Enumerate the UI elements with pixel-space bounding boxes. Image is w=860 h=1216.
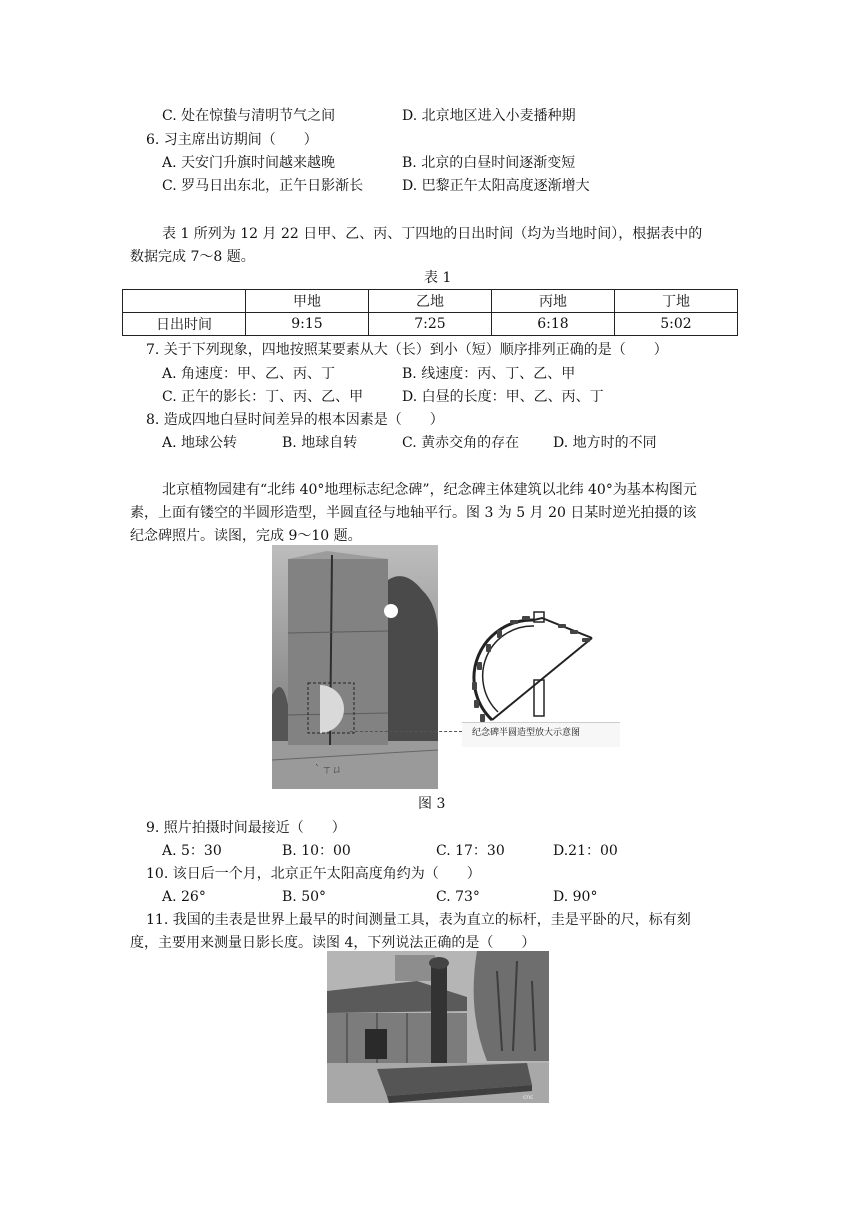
table1-cell-jia: 9:15: [246, 313, 369, 336]
q9-option-d: D.21：00: [553, 843, 618, 859]
q5-option-d: D. 北京地区进入小麦播种期: [402, 108, 576, 124]
table1: [122, 289, 738, 336]
q9-option-a: A. 5：30: [162, 843, 222, 859]
intro2-line1: 北京植物园建有“北纬 40°地理标志纪念碑”，纪念碑主体建筑以北纬 40°为基本构图元: [162, 482, 697, 498]
inset-caption: 纪念碑半圆造型放大示意图: [472, 728, 581, 738]
figure3-caption: 图 3: [418, 796, 446, 812]
q11-line2: 度，主要用来测量日影长度。读图 4，下列说法正确的是（ ）: [130, 935, 536, 951]
gnomon-photo: [327, 951, 549, 1103]
table1-title: 表 1: [424, 270, 452, 286]
table1-header-blank: [123, 290, 246, 313]
q9-stem: 9. 照片拍摄时间最接近（ ）: [146, 820, 346, 836]
q7-option-a: A. 角速度：甲、乙、丙、丁: [162, 366, 336, 382]
q8-option-b: B. 地球自转: [282, 435, 358, 451]
q10-option-c: C. 73°: [436, 889, 480, 905]
table1-header-row: [123, 290, 738, 313]
intro1-line2: 数据完成 7～8 题。: [130, 249, 255, 265]
q10-option-b: B. 50°: [282, 889, 327, 905]
q7-option-d: D. 白昼的长度：甲、乙、丙、丁: [402, 389, 604, 405]
table1-header-jia: 甲地: [246, 290, 369, 313]
svg-text:cnc: cnc: [523, 1094, 534, 1101]
q8-stem: 8. 造成四地白昼时间差异的根本因素是（ ）: [146, 412, 444, 428]
table1-cell-ding: 5:02: [615, 313, 738, 336]
fig3-connector-line: [350, 731, 462, 732]
q6-option-c: C. 罗马日出东北，正午日影渐长: [162, 178, 364, 194]
q10-option-a: A. 26°: [162, 889, 206, 905]
q6-stem: 6. 习主席出访期间（ ）: [146, 132, 318, 148]
intro1-line1: 表 1 所列为 12 月 22 日甲、乙、丙、丁四地的日出时间（均为当地时间），根据表中的: [162, 226, 703, 242]
q7-stem: 7. 关于下列现象，四地按照某要素从大（长）到小（短）顺序排列正确的是（ ）: [146, 342, 668, 358]
q9-option-c: C. 17：30: [436, 843, 505, 859]
q6-option-b: B. 北京的白昼时间逐渐变短: [402, 155, 576, 171]
q6-option-a: A. 天安门升旗时间越来越晚: [162, 155, 336, 171]
q8-option-c: C. 黄赤交角的存在: [402, 435, 520, 451]
table1-row-label: 日出时间: [123, 313, 246, 336]
table1-header-yi: 乙地: [369, 290, 492, 313]
table1-header-bing: 丙地: [492, 290, 615, 313]
table1-cell-yi: 7:25: [369, 313, 492, 336]
table1-header-ding: 丁地: [615, 290, 738, 313]
table1-cell-bing: 6:18: [492, 313, 615, 336]
q9-option-b: B. 10：00: [282, 843, 351, 859]
svg-text:｀ㄒㄩ: ｀ㄒㄩ: [312, 765, 342, 776]
intro2-line3: 纪念碑照片。读图，完成 9～10 题。: [130, 528, 362, 544]
q10-stem: 10. 该日后一个月，北京正午太阳高度角约为（ ）: [146, 866, 481, 882]
q7-option-b: B. 线速度：丙、丁、乙、甲: [402, 366, 576, 382]
q11-line1: 11. 我国的圭表是世界上最早的时间测量工具，表为直立的标杆，圭是平卧的尺，标有刻: [146, 912, 691, 928]
q8-option-d: D. 地方时的不同: [553, 435, 657, 451]
q5-option-c: C. 处在惊蛰与清明节气之间: [162, 108, 336, 124]
intro2-line2: 素，上面有镂空的半圆形造型，半圆直径与地轴平行。图 3 为 5 月 20 日某时逆光拍摄的该: [130, 505, 697, 521]
table1-row-sunrise: [123, 313, 738, 336]
monument-photo: [272, 545, 438, 789]
q6-option-d: D. 巴黎正午太阳高度逐渐增大: [402, 178, 590, 194]
q10-option-d: D. 90°: [553, 889, 598, 905]
q7-option-c: C. 正午的影长：丁、丙、乙、甲: [162, 389, 364, 405]
gnomon-photo-drawing: [327, 951, 549, 1103]
monument-photo-drawing: [272, 545, 438, 789]
q8-option-a: A. 地球公转: [162, 435, 238, 451]
